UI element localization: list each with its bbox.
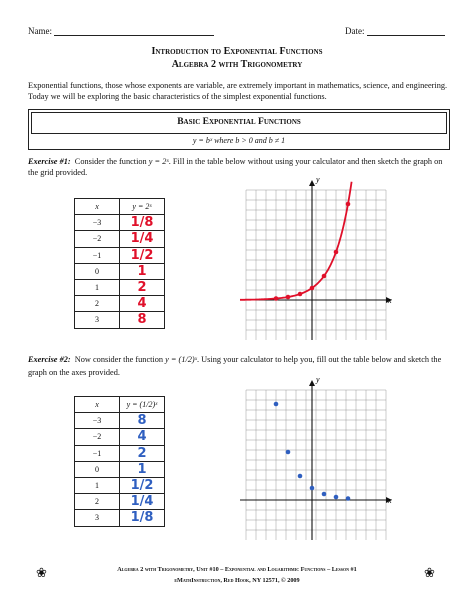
table-row (75, 494, 165, 510)
table-row (75, 413, 165, 429)
exercise1-text-b: . Fill in the table below without using your calculator and then sketch the graph on the grid provided. (28, 157, 443, 177)
x-cell: −1 (75, 247, 120, 263)
table-row (75, 397, 165, 413)
table-row (75, 247, 165, 263)
y-cell[interactable]: 1 (120, 263, 165, 279)
page-title: Introduction to Exponential Functions (151, 46, 323, 57)
page-subtitle: Algebra 2 with Trigonometry (171, 59, 303, 70)
grid (246, 190, 386, 340)
y-cell[interactable]: 2 (120, 279, 165, 295)
y-cell[interactable]: 1/8 (120, 215, 165, 231)
y-axis-label: y (316, 175, 320, 184)
name-label: Name: (28, 26, 52, 36)
definition-box (28, 109, 450, 150)
plotted-point (286, 450, 291, 455)
grid (246, 390, 386, 540)
table-row (75, 231, 165, 247)
col-y-header: y = (1/2)ˣ (120, 397, 165, 413)
col-x-header: x (75, 397, 120, 413)
x-cell: 1 (75, 279, 120, 295)
plotted-point (298, 474, 303, 479)
plotted-point (322, 492, 327, 497)
x-cell: 3 (75, 312, 120, 328)
exercise1-text-a: Consider the function (74, 157, 147, 166)
exercise2-graph[interactable] (236, 372, 406, 542)
plotted-point (310, 286, 315, 291)
footer-knot-icon-left: ❀ (36, 565, 47, 580)
exercise2-text-b: . Using your calculator to help you, fill out the table below and sketch the graph on the axes provided. (28, 355, 442, 377)
y-cell[interactable]: 1/2 (120, 247, 165, 263)
x-cell: 1 (75, 477, 120, 493)
footer-knot-icon-right: ❀ (424, 565, 435, 580)
col-y-header: y = 2ˣ (120, 199, 165, 215)
name-blank[interactable] (54, 26, 214, 36)
y-cell[interactable]: 4 (120, 296, 165, 312)
table-row (75, 429, 165, 445)
y-cell[interactable]: 2 (120, 445, 165, 461)
plotted-point (274, 296, 279, 301)
exercise2-table (74, 396, 165, 527)
exercise1-graph[interactable] (236, 172, 406, 342)
x-cell: −3 (75, 215, 120, 231)
y-cell[interactable]: 1/2 (120, 477, 165, 493)
plotted-point (334, 495, 339, 500)
table-row (75, 199, 165, 215)
y-cell[interactable]: 4 (120, 429, 165, 445)
exercise1-table (74, 198, 165, 329)
table-row (75, 477, 165, 493)
y-cell[interactable]: 1/4 (120, 231, 165, 247)
date-blank[interactable] (367, 26, 445, 36)
plotted-point (274, 402, 279, 407)
x-cell: 0 (75, 263, 120, 279)
x-cell: 2 (75, 494, 120, 510)
table-row (75, 445, 165, 461)
definition-heading-box (31, 112, 447, 134)
table-row (75, 461, 165, 477)
plotted-point (298, 292, 303, 297)
table-row (75, 510, 165, 526)
x-cell: −1 (75, 445, 120, 461)
plotted-point (286, 295, 291, 300)
table-row (75, 263, 165, 279)
x-axis-label: x (388, 296, 392, 305)
x-cell: −3 (75, 413, 120, 429)
plotted-point (346, 496, 351, 501)
x-cell: −2 (75, 429, 120, 445)
x-cell: 2 (75, 296, 120, 312)
footer-line1: Algebra 2 with Trigonometry, Unit #10 – Exponential and Logarithmic Functions – Lesson #1 (117, 566, 357, 573)
exercise2-text-a: Now consider the function (74, 355, 164, 364)
footer-line2: eMathInstruction, Red Hook, NY 12571, © 2009 (174, 577, 300, 584)
definition-formula: y = bˣ where b > 0 and b ≠ 1 (192, 136, 286, 145)
y-cell[interactable]: 8 (120, 312, 165, 328)
col-x-header: x (75, 199, 120, 215)
exercise2-label: Exercise #2: (28, 355, 71, 364)
y-cell[interactable]: 8 (120, 413, 165, 429)
exercise1-label: Exercise #1: (28, 157, 71, 166)
y-cell[interactable]: 1/8 (120, 510, 165, 526)
name-field[interactable] (28, 26, 214, 36)
table-row (75, 279, 165, 295)
table-row (75, 296, 165, 312)
plotted-point (334, 250, 339, 255)
x-cell: −2 (75, 231, 120, 247)
definition-heading: Basic Exponential Functions (177, 117, 301, 127)
plotted-point (322, 274, 327, 279)
plotted-point (310, 486, 315, 491)
y-cell[interactable]: 1 (120, 461, 165, 477)
x-cell: 3 (75, 510, 120, 526)
date-label: Date: (345, 26, 365, 36)
x-axis-label: x (388, 496, 392, 505)
plotted-point (346, 202, 351, 207)
y-axis-label: y (316, 375, 320, 384)
intro-paragraph: Exponential functions, those whose exponents are variable, are extremely important in mathematics, science, and engineering. Today we will be exploring the basic characteristics of the simplest exponential functions. (28, 81, 448, 101)
exercise2-function: y = (1/2)ˣ (165, 355, 198, 364)
exercise1-function: y = 2ˣ (148, 157, 169, 166)
y-cell[interactable]: 1/4 (120, 494, 165, 510)
x-cell: 0 (75, 461, 120, 477)
table-row (75, 312, 165, 328)
date-field[interactable] (345, 26, 445, 36)
table-row (75, 215, 165, 231)
